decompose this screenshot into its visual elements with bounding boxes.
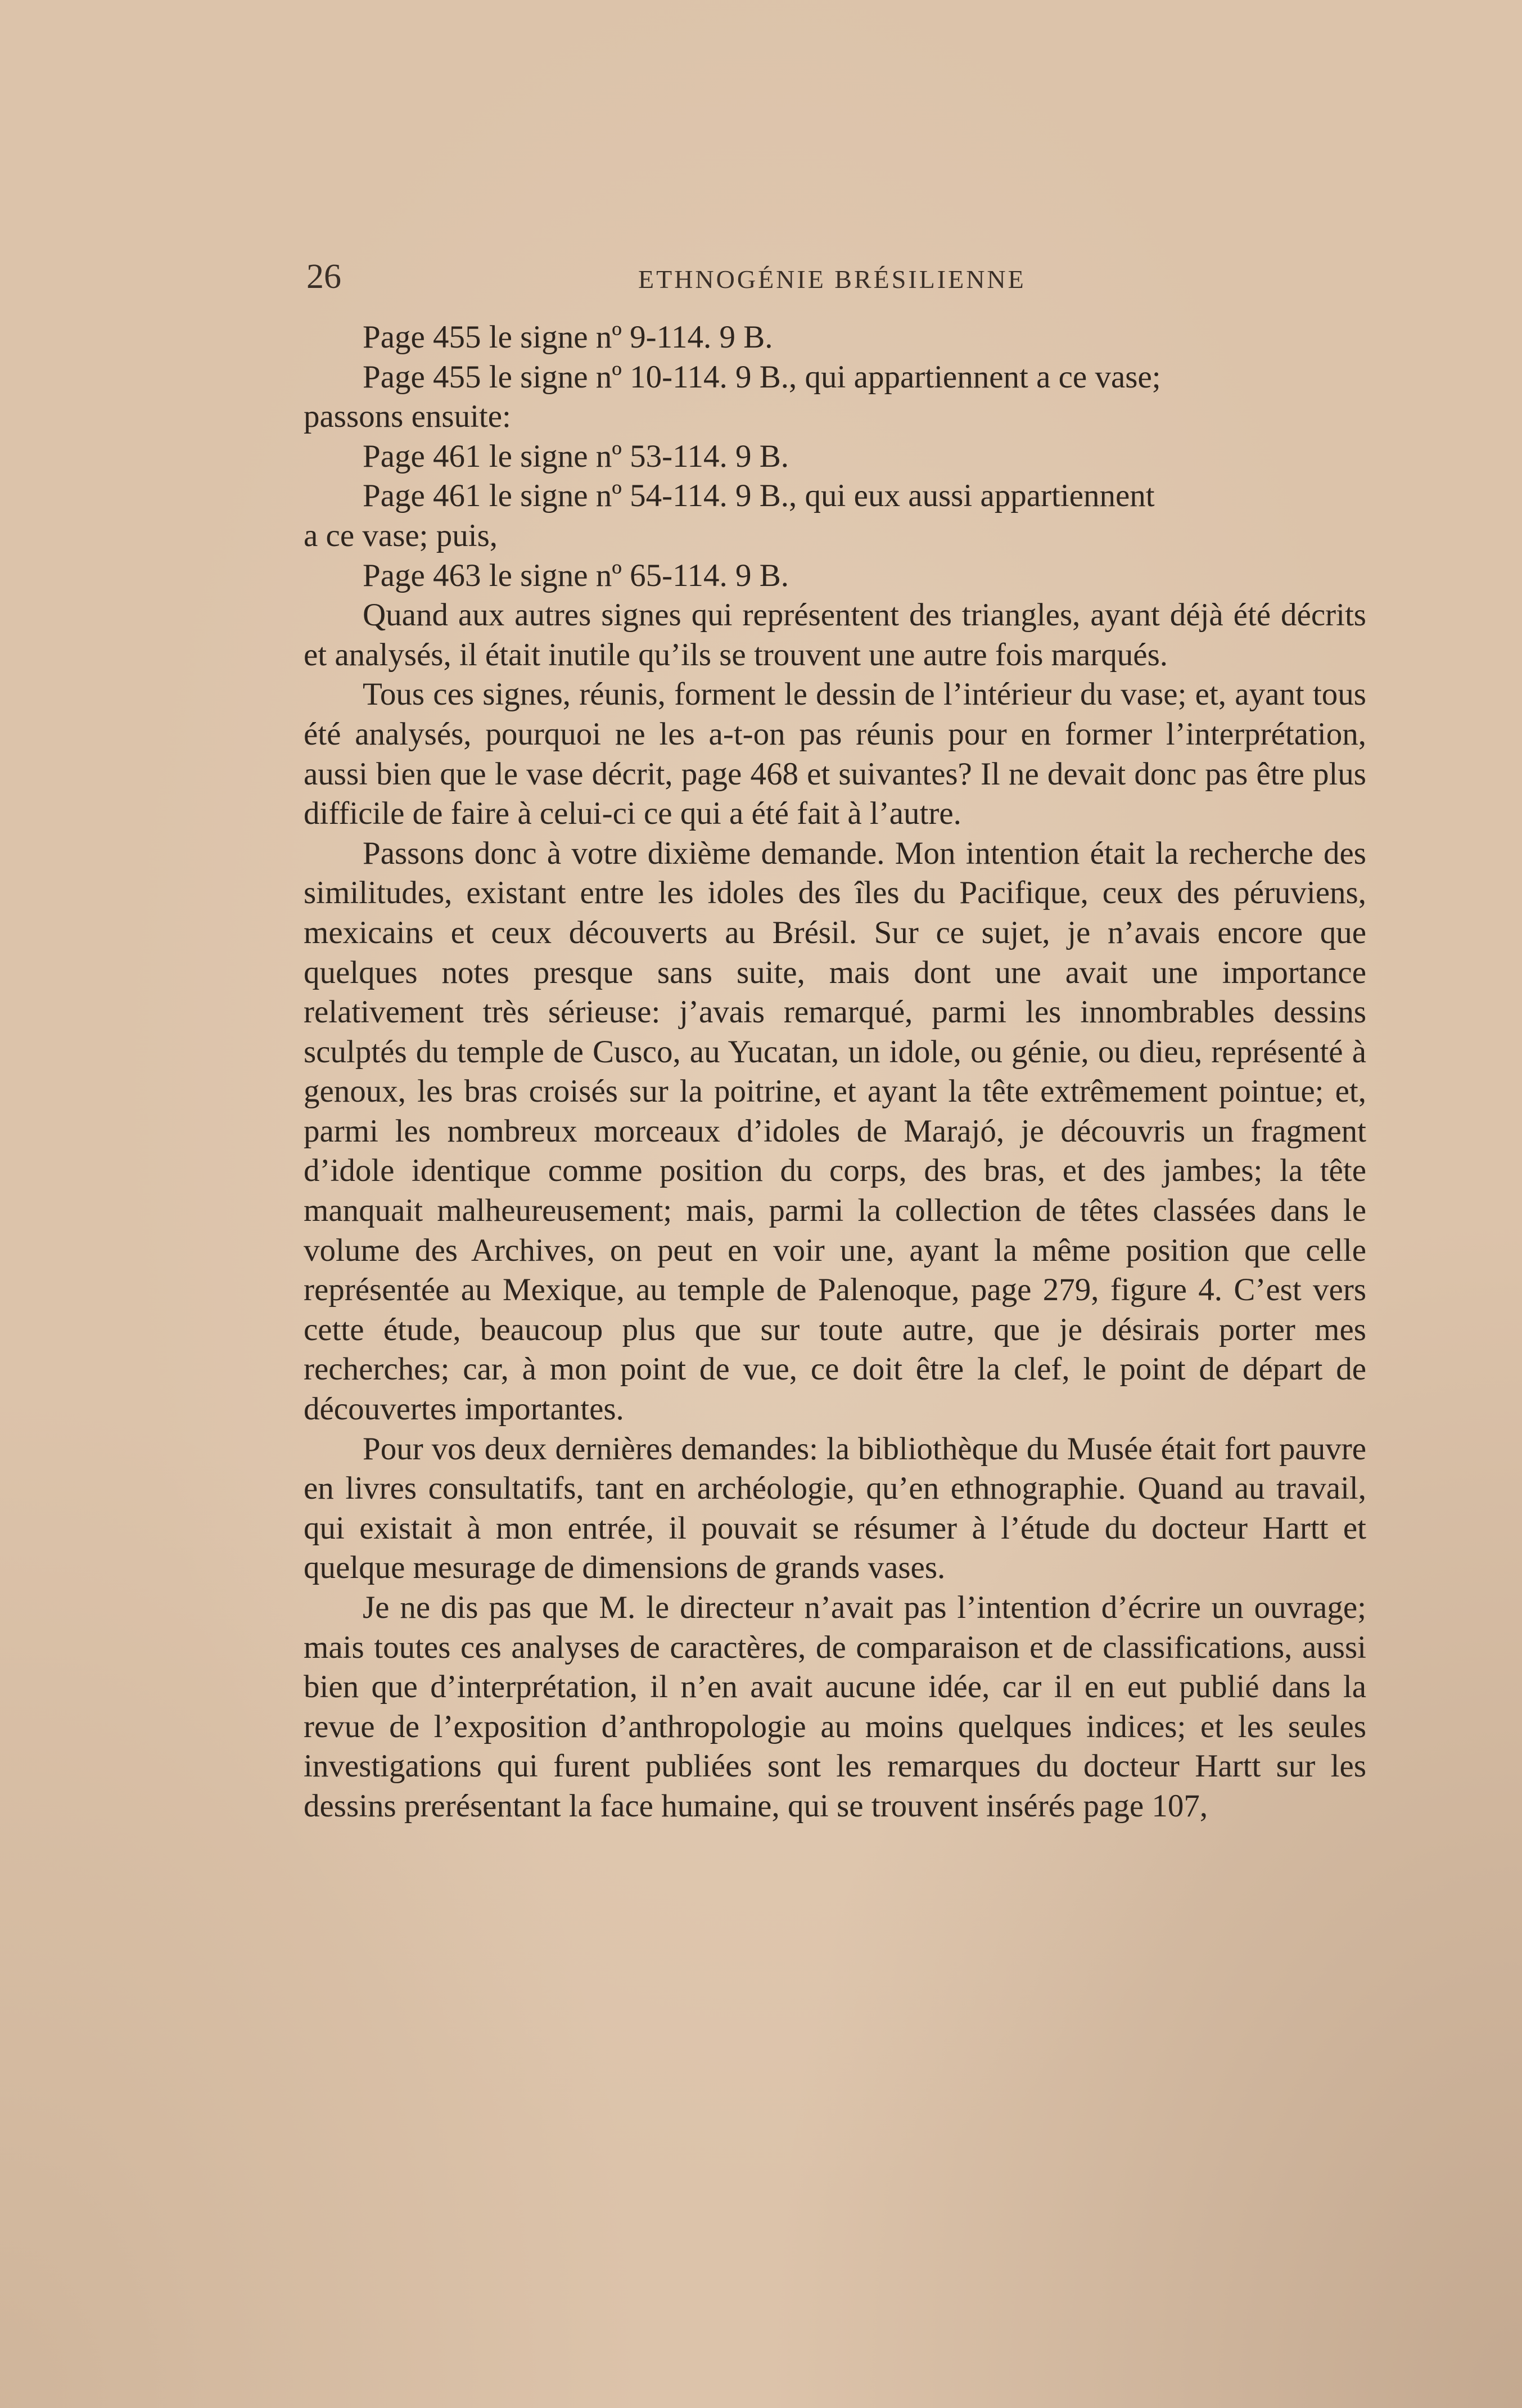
paragraph: Page 461 le signe nº 54-114. 9 B., qui eux aussi appartiennent: [363, 478, 1155, 514]
paragraph: Passons donc à votre dixième demande. Mon intention était la recherche des similitudes, existant entre les idoles des îles du Pacifique, ceux des péruviens, mexicains et ceux découverts au Brésil. Sur ce sujet, je n’avais encore que quelques notes presque sans suite, mais dont une avait une importance relativement très sérieuse: j’avais remarqué, parmi les innombrables dessins sculptés du temple de Cusco, au Yucatan, un idole, ou génie, ou dieu, représenté à genoux, les bras croisés sur la poitrine, et ayant la tête extrêmement pointue; et, parmi les nombreux morceaux d’idoles de Marajó, je découvris un fragment d’idole identique comme position du corps, des bras, et des jambes; la tête manquait malheureusement; mais, parmi la collection de têtes classées dans le volume des Archives, on peut en voir une, ayant la même position que celle représentée au Mexique, au temple de Palenoque, page 279, figure 4. C’est vers cette étude, beaucoup plus que sur toute autre, que je désirais porter mes recherches; car, à mon point de vue, ce doit être la clef, le point de départ de découvertes importantes.: [304, 835, 1366, 1427]
page-number: 26: [306, 258, 341, 296]
paragraph: Quand aux autres signes qui représentent des triangles, ayant déjà été décrits et analysés, il était inutile qu’ils se trouvent une autre fois marqués.: [304, 597, 1366, 673]
paragraph: Tous ces signes, réunis, forment le dessin de l’intérieur du vase; et, ayant tous été analysés, pourquoi ne les a-t-on pas réunis pour en former l’interprétation, aussi bien que le vase décrit, page 468 et suivantes? Il ne devait donc pas être plus difficile de faire à celui-ci ce qui a été fait à l’autre.: [304, 677, 1366, 832]
paragraph: a ce vase; puis,: [304, 517, 498, 553]
paragraph: Page 461 le signe nº 53-114. 9 B.: [363, 438, 789, 474]
paragraph: Page 455 le signe nº 10-114. 9 B., qui appartiennent a ce vase;: [363, 359, 1161, 395]
paragraph: Je ne dis pas que M. le directeur n’avait pas l’intention d’écrire un ouvrage; mais toutes ces analyses de caractères, de comparaison et de classifications, aussi bien que d’interprétation, il n’en avait aucune idée, car il en eut publié dans la revue de l’exposition d’anthropologie au moins quelques indices; et les seules investigations qui furent publiées sont les remarques du docteur Hartt sur les dessins prerésentant la face humaine, qui se trouvent insérés page 107,: [304, 1590, 1366, 1824]
paragraph: Page 463 le signe nº 65-114. 9 B.: [363, 557, 789, 593]
paragraph: Page 455 le signe nº 9-114. 9 B.: [363, 319, 773, 355]
paragraph: Pour vos deux dernières demandes: la bibliothèque du Musée était fort pauvre en livres consultatifs, tant en archéologie, qu’en ethnographie. Quand au travail, qui existait à mon entrée, il pouvait se résumer à l’étude du docteur Hartt et quelque mesurage de dimensions de grands vases.: [304, 1431, 1366, 1586]
running-title: ETHNOGÉNIE BRÉSILIENNE: [638, 265, 1026, 294]
page-header: [306, 254, 1363, 299]
body-text: [304, 318, 1366, 1827]
paragraph: passons ensuite:: [304, 399, 511, 435]
